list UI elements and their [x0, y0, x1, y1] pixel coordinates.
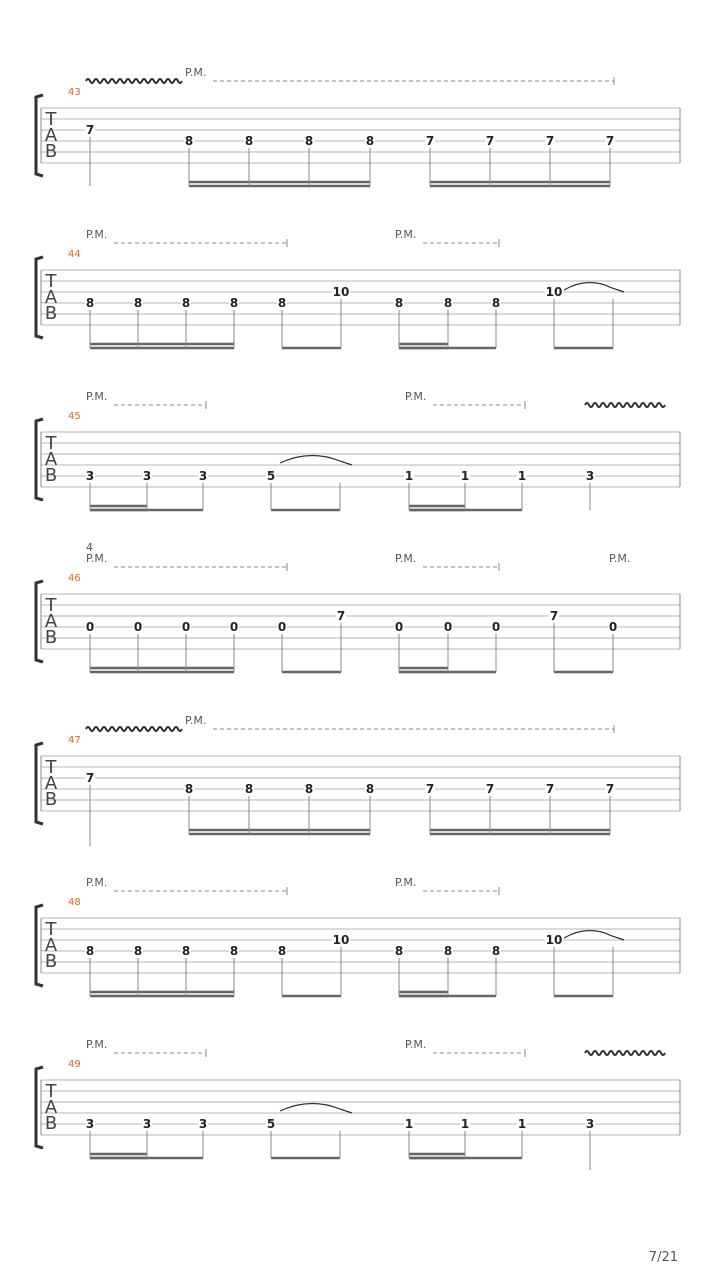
tab-clef-letter: A: [44, 611, 58, 632]
palm-mute-label: P.M.: [86, 1038, 108, 1051]
palm-mute-label: P.M.: [405, 390, 427, 403]
tab-clef-letter: A: [44, 1097, 58, 1118]
slur-arc: [280, 455, 352, 465]
fret-number: 3: [585, 469, 595, 483]
palm-mute-label: P.M.: [395, 228, 417, 241]
fret-number: 8: [244, 782, 254, 796]
vibrato-line: [86, 727, 182, 731]
fret-number: 5: [266, 469, 276, 483]
system-bracket: [36, 95, 43, 176]
fret-number: 3: [142, 469, 152, 483]
fret-number: 8: [491, 944, 501, 958]
measure-number: 43: [68, 87, 81, 98]
palm-mute-label: P.M.: [86, 228, 108, 241]
tab-clef-letter: B: [44, 951, 58, 972]
tab-system: [36, 1038, 680, 1170]
measure-number: 48: [68, 897, 81, 908]
fret-number: 5: [266, 1117, 276, 1131]
fret-number: 7: [545, 134, 555, 148]
tab-clef-letter: A: [44, 287, 58, 308]
tab-system: [36, 228, 680, 348]
fret-number: 1: [460, 1117, 470, 1131]
measure-number: 46: [68, 573, 81, 584]
fret-number: 0: [491, 620, 501, 634]
fret-number: 7: [485, 782, 495, 796]
vibrato-line: [585, 403, 665, 407]
fret-number: 8: [491, 296, 501, 310]
tab-clef-letter: B: [44, 627, 58, 648]
fret-number: 7: [425, 782, 435, 796]
fret-number: 8: [304, 782, 314, 796]
slur-arc: [564, 282, 624, 292]
fret-number: 0: [133, 620, 143, 634]
fret-number: 0: [394, 620, 404, 634]
palm-mute-label: P.M.: [86, 552, 108, 565]
fret-number: 8: [365, 782, 375, 796]
fret-number: 7: [485, 134, 495, 148]
palm-mute-label: P.M.: [86, 390, 108, 403]
fret-number: 8: [304, 134, 314, 148]
fret-number: 3: [85, 469, 95, 483]
fret-number: 7: [605, 134, 615, 148]
tab-clef-letter: A: [44, 935, 58, 956]
fret-number: 8: [394, 944, 404, 958]
system-bracket: [36, 743, 43, 824]
palm-mute-label: P.M.: [185, 714, 207, 727]
tab-clef-letter: A: [44, 449, 58, 470]
fret-number: 8: [184, 782, 194, 796]
tab-clef-letter: B: [44, 303, 58, 324]
fret-number: 0: [608, 620, 618, 634]
tab-system: [36, 714, 680, 846]
fret-number: 8: [133, 296, 143, 310]
palm-mute-label: P.M.: [395, 876, 417, 889]
tab-clef-letter: T: [45, 757, 57, 778]
fret-number: 8: [85, 944, 95, 958]
fret-number: 8: [184, 134, 194, 148]
tab-clef-letter: B: [44, 1113, 58, 1134]
fret-number: 3: [198, 1117, 208, 1131]
fret-number: 3: [85, 1117, 95, 1131]
fret-number: 8: [229, 944, 239, 958]
fret-number: 7: [605, 782, 615, 796]
fret-number: 0: [443, 620, 453, 634]
fret-number: 3: [142, 1117, 152, 1131]
measure-number: 44: [68, 249, 81, 260]
measure-number: 45: [68, 411, 81, 422]
tab-clef-letter: T: [45, 1081, 57, 1102]
fret-number: 8: [443, 944, 453, 958]
tab-clef-letter: B: [44, 465, 58, 486]
palm-mute-label: P.M.: [609, 552, 631, 565]
fret-number: 7: [425, 134, 435, 148]
system-bracket: [36, 419, 43, 500]
fret-number: 0: [181, 620, 191, 634]
fret-number: 10: [332, 285, 350, 299]
fret-number: 8: [229, 296, 239, 310]
fret-number: 1: [460, 469, 470, 483]
fret-number: 8: [133, 944, 143, 958]
tab-system: [36, 66, 680, 186]
fingering-number: 4: [86, 541, 93, 554]
fret-number: 10: [545, 933, 563, 947]
tab-clef-letter: T: [45, 109, 57, 130]
fret-number: 8: [394, 296, 404, 310]
vibrato-line: [585, 1051, 665, 1055]
fret-number: 1: [517, 1117, 527, 1131]
tab-clef-letter: B: [44, 141, 58, 162]
tab-clef-letter: A: [44, 773, 58, 794]
tab-system: [36, 876, 680, 996]
tab-clef-letter: T: [45, 271, 57, 292]
tab-system: [36, 390, 680, 510]
palm-mute-label: P.M.: [185, 66, 207, 79]
page-number: 7/21: [648, 1250, 678, 1265]
measure-number: 49: [68, 1059, 81, 1070]
fret-number: 1: [404, 469, 414, 483]
fret-number: 8: [277, 296, 287, 310]
fret-number: 3: [198, 469, 208, 483]
system-bracket: [36, 581, 43, 662]
system-bracket: [36, 905, 43, 986]
fret-number: 1: [517, 469, 527, 483]
fret-number: 10: [545, 285, 563, 299]
vibrato-line: [86, 79, 182, 83]
measure-number: 47: [68, 735, 81, 746]
palm-mute-label: P.M.: [395, 552, 417, 565]
fret-number: 7: [336, 609, 346, 623]
fret-number: 3: [585, 1117, 595, 1131]
fret-number: 8: [181, 944, 191, 958]
fret-number: 8: [277, 944, 287, 958]
fret-number: 8: [443, 296, 453, 310]
tab-clef-letter: A: [44, 125, 58, 146]
system-bracket: [36, 257, 43, 338]
palm-mute-label: P.M.: [86, 876, 108, 889]
fret-number: 0: [229, 620, 239, 634]
fret-number: 10: [332, 933, 350, 947]
fret-number: 8: [365, 134, 375, 148]
tab-clef-letter: T: [45, 433, 57, 454]
tab-clef-letter: B: [44, 789, 58, 810]
tab-system: [36, 541, 680, 672]
fret-number: 7: [85, 123, 95, 137]
fret-number: 0: [277, 620, 287, 634]
slur-arc: [280, 1103, 352, 1113]
fret-number: 7: [85, 771, 95, 785]
tab-clef-letter: T: [45, 595, 57, 616]
fret-number: 1: [404, 1117, 414, 1131]
fret-number: 7: [545, 782, 555, 796]
fret-number: 0: [85, 620, 95, 634]
fret-number: 7: [549, 609, 559, 623]
fret-number: 8: [244, 134, 254, 148]
system-bracket: [36, 1067, 43, 1148]
slur-arc: [564, 930, 624, 940]
fret-number: 8: [85, 296, 95, 310]
palm-mute-label: P.M.: [405, 1038, 427, 1051]
fret-number: 8: [181, 296, 191, 310]
tab-clef-letter: T: [45, 919, 57, 940]
